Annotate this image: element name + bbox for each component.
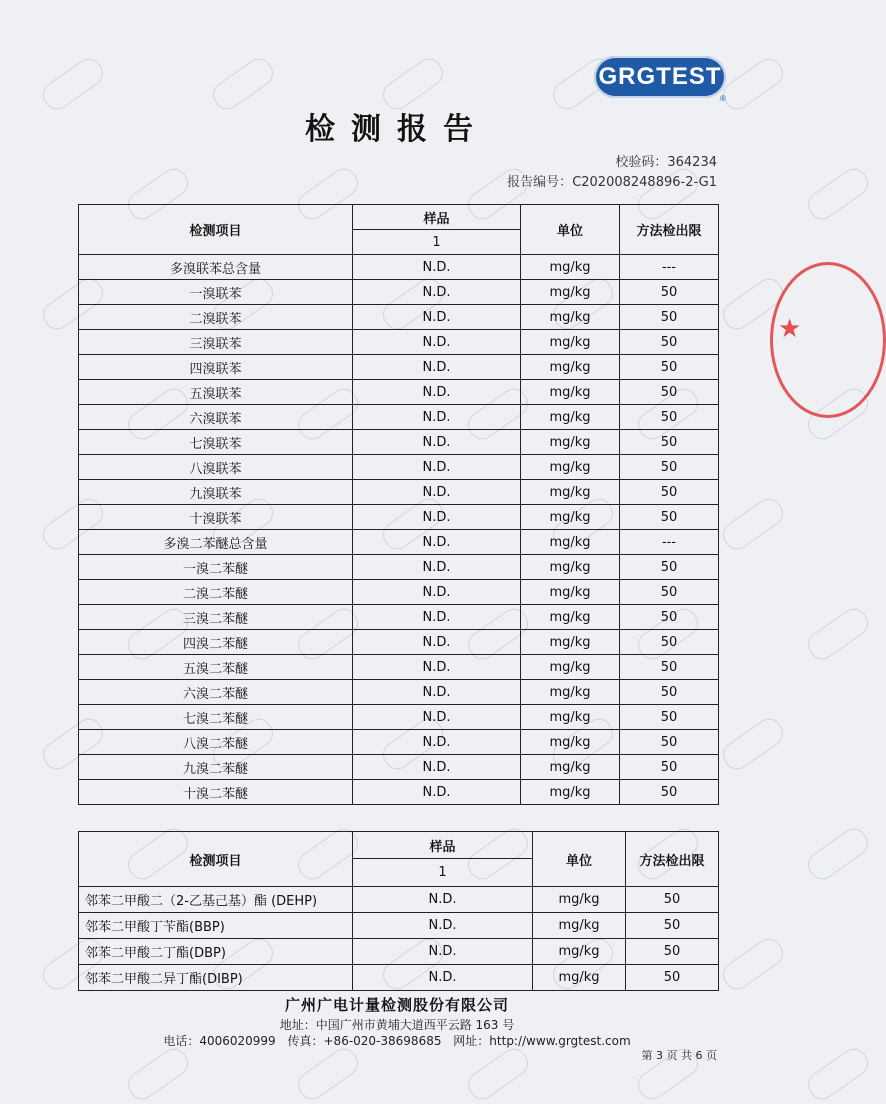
item-cell: 九溴联苯: [79, 480, 353, 505]
limit-cell: 50: [620, 305, 719, 330]
limit-cell: 50: [620, 480, 719, 505]
unit-cell: mg/kg: [521, 630, 620, 655]
unit-cell: mg/kg: [521, 405, 620, 430]
limit-cell: 50: [620, 705, 719, 730]
unit-cell: mg/kg: [521, 680, 620, 705]
header-sample: 样品: [353, 205, 521, 230]
header-item: 检测项目: [79, 205, 353, 255]
result-cell: N.D.: [353, 730, 521, 755]
table-row: [79, 913, 719, 939]
item-cell: 八溴二苯醚: [79, 730, 353, 755]
item-cell: 邻苯二甲酸二丁酯(DBP): [79, 939, 353, 965]
limit-cell: 50: [620, 680, 719, 705]
limit-cell: 50: [620, 505, 719, 530]
header-sample-number: 1: [353, 230, 521, 255]
item-cell: 二溴二苯醚: [79, 580, 353, 605]
watermark-mark: [293, 1044, 363, 1104]
unit-cell: mg/kg: [521, 305, 620, 330]
unit-cell: mg/kg: [533, 965, 626, 991]
table-row: [79, 255, 719, 280]
limit-cell: ---: [620, 530, 719, 555]
unit-cell: mg/kg: [521, 605, 620, 630]
unit-cell: mg/kg: [521, 730, 620, 755]
table-row: [79, 655, 719, 680]
table-row: [79, 480, 719, 505]
table-row: [79, 939, 719, 965]
watermark-mark: [803, 164, 873, 225]
result-cell: N.D.: [353, 355, 521, 380]
result-cell: N.D.: [353, 380, 521, 405]
table-row: [79, 430, 719, 455]
table-row: [79, 630, 719, 655]
unit-cell: mg/kg: [521, 455, 620, 480]
item-cell: 九溴二苯醚: [79, 755, 353, 780]
watermark-mark: [463, 1044, 533, 1104]
limit-cell: ---: [620, 255, 719, 280]
check-code-value: 364234: [667, 155, 717, 170]
watermark-mark: [803, 1044, 873, 1104]
limit-cell: 50: [626, 939, 719, 965]
result-cell: N.D.: [353, 530, 521, 555]
result-cell: N.D.: [353, 965, 533, 991]
result-cell: N.D.: [353, 430, 521, 455]
result-cell: N.D.: [353, 887, 533, 913]
limit-cell: 50: [620, 580, 719, 605]
unit-cell: mg/kg: [521, 355, 620, 380]
limit-cell: 50: [620, 555, 719, 580]
limit-cell: 50: [620, 655, 719, 680]
watermark-mark: [718, 714, 788, 775]
fax: 传真：+86-020-38698685: [287, 1034, 442, 1048]
item-cell: 八溴联苯: [79, 455, 353, 480]
unit-cell: mg/kg: [521, 780, 620, 805]
table-row: [79, 887, 719, 913]
table-row: [79, 280, 719, 305]
result-cell: N.D.: [353, 755, 521, 780]
limit-cell: 50: [626, 913, 719, 939]
item-cell: 邻苯二甲酸丁苄酯(BBP): [79, 913, 353, 939]
result-cell: N.D.: [353, 405, 521, 430]
limit-cell: 50: [620, 380, 719, 405]
stamp-star-icon: ★: [778, 314, 802, 344]
watermark-mark: [803, 824, 873, 885]
check-code-label: 校验码：: [615, 155, 668, 170]
unit-cell: mg/kg: [533, 939, 626, 965]
result-cell: N.D.: [353, 305, 521, 330]
header-limit: 方法检出限: [626, 832, 719, 887]
item-cell: 六溴联苯: [79, 405, 353, 430]
unit-cell: mg/kg: [521, 505, 620, 530]
unit-cell: mg/kg: [533, 913, 626, 939]
unit-cell: mg/kg: [521, 655, 620, 680]
result-cell: N.D.: [353, 705, 521, 730]
result-cell: N.D.: [353, 655, 521, 680]
company-address: 地址：中国广州市黄埔大道西平云路 163 号: [279, 1018, 515, 1032]
table-row: [79, 505, 719, 530]
unit-cell: mg/kg: [521, 705, 620, 730]
item-cell: 十溴联苯: [79, 505, 353, 530]
item-cell: 四溴联苯: [79, 355, 353, 380]
table-row: [79, 355, 719, 380]
unit-cell: mg/kg: [521, 280, 620, 305]
results-table-phthalates: [78, 831, 719, 991]
limit-cell: 50: [620, 405, 719, 430]
limit-cell: 50: [620, 280, 719, 305]
unit-cell: mg/kg: [521, 755, 620, 780]
table-row: [79, 730, 719, 755]
item-cell: 三溴联苯: [79, 330, 353, 355]
table-row: [79, 530, 719, 555]
result-cell: N.D.: [353, 280, 521, 305]
unit-cell: mg/kg: [521, 380, 620, 405]
limit-cell: 50: [620, 730, 719, 755]
unit-cell: mg/kg: [521, 580, 620, 605]
item-cell: 七溴二苯醚: [79, 705, 353, 730]
result-cell: N.D.: [353, 630, 521, 655]
item-cell: 六溴二苯醚: [79, 680, 353, 705]
table-row: [79, 705, 719, 730]
result-cell: N.D.: [353, 913, 533, 939]
result-cell: N.D.: [353, 255, 521, 280]
item-cell: 五溴二苯醚: [79, 655, 353, 680]
phone: 电话：4006020999: [163, 1034, 276, 1048]
limit-cell: 50: [620, 755, 719, 780]
grgtest-logo: GRGTEST: [594, 56, 726, 98]
unit-cell: mg/kg: [521, 480, 620, 505]
item-cell: 五溴联苯: [79, 380, 353, 405]
limit-cell: 50: [620, 355, 719, 380]
report-title: 检测报告: [305, 112, 489, 147]
limit-cell: 50: [626, 887, 719, 913]
limit-cell: 50: [620, 330, 719, 355]
header-sample-number: 1: [353, 859, 533, 887]
header-unit: 单位: [533, 832, 626, 887]
item-cell: 一溴二苯醚: [79, 555, 353, 580]
unit-cell: mg/kg: [521, 255, 620, 280]
report-number-label: 报告编号：: [507, 175, 573, 190]
watermark-mark: [123, 1044, 193, 1104]
header-limit: 方法检出限: [620, 205, 719, 255]
report-number-value: C202008248896-2-G1: [572, 175, 717, 190]
limit-cell: 50: [620, 605, 719, 630]
table-row: [79, 555, 719, 580]
item-cell: 多溴二苯醚总含量: [79, 530, 353, 555]
table-row: [79, 605, 719, 630]
result-cell: N.D.: [353, 939, 533, 965]
result-cell: N.D.: [353, 505, 521, 530]
item-cell: 邻苯二甲酸二（2-乙基己基）酯 (DEHP): [79, 887, 353, 913]
item-cell: 三溴二苯醚: [79, 605, 353, 630]
page-number: 第 3 页 共 6 页: [641, 1049, 717, 1062]
item-cell: 七溴联苯: [79, 430, 353, 455]
report-number: [507, 171, 717, 190]
item-cell: 十溴二苯醚: [79, 780, 353, 805]
result-cell: N.D.: [353, 480, 521, 505]
unit-cell: mg/kg: [521, 530, 620, 555]
table-row: [79, 780, 719, 805]
company-name: 广州广电计量检测股份有限公司: [284, 996, 509, 1014]
header-item: 检测项目: [79, 832, 353, 887]
header-unit: 单位: [521, 205, 620, 255]
result-cell: N.D.: [353, 780, 521, 805]
table-row: [79, 965, 719, 991]
result-cell: N.D.: [353, 455, 521, 480]
table-row: [79, 755, 719, 780]
item-cell: 二溴联苯: [79, 305, 353, 330]
watermark-mark: [803, 604, 873, 665]
unit-cell: mg/kg: [521, 430, 620, 455]
limit-cell: 50: [620, 630, 719, 655]
unit-cell: mg/kg: [521, 555, 620, 580]
watermark-mark: [718, 494, 788, 555]
table-row: [79, 455, 719, 480]
table-row: [79, 680, 719, 705]
limit-cell: 50: [626, 965, 719, 991]
result-cell: N.D.: [353, 330, 521, 355]
result-cell: N.D.: [353, 605, 521, 630]
table-row: [79, 380, 719, 405]
item-cell: 多溴联苯总含量: [79, 255, 353, 280]
table-row: [79, 330, 719, 355]
watermark-mark: [718, 934, 788, 995]
limit-cell: 50: [620, 430, 719, 455]
results-table-brominated: [78, 204, 719, 805]
check-code: [615, 151, 717, 170]
limit-cell: 50: [620, 455, 719, 480]
unit-cell: mg/kg: [521, 330, 620, 355]
result-cell: N.D.: [353, 555, 521, 580]
unit-cell: mg/kg: [533, 887, 626, 913]
item-cell: 一溴联苯: [79, 280, 353, 305]
table-row: [79, 580, 719, 605]
table-row: [79, 305, 719, 330]
result-cell: N.D.: [353, 680, 521, 705]
table-row: [79, 405, 719, 430]
registered-mark: ®: [720, 94, 726, 103]
header-sample: 样品: [353, 832, 533, 859]
website-link[interactable]: 网址：http://www.grgtest.com: [453, 1034, 631, 1048]
item-cell: 邻苯二甲酸二异丁酯(DIBP): [79, 965, 353, 991]
item-cell: 四溴二苯醚: [79, 630, 353, 655]
limit-cell: 50: [620, 780, 719, 805]
result-cell: N.D.: [353, 580, 521, 605]
